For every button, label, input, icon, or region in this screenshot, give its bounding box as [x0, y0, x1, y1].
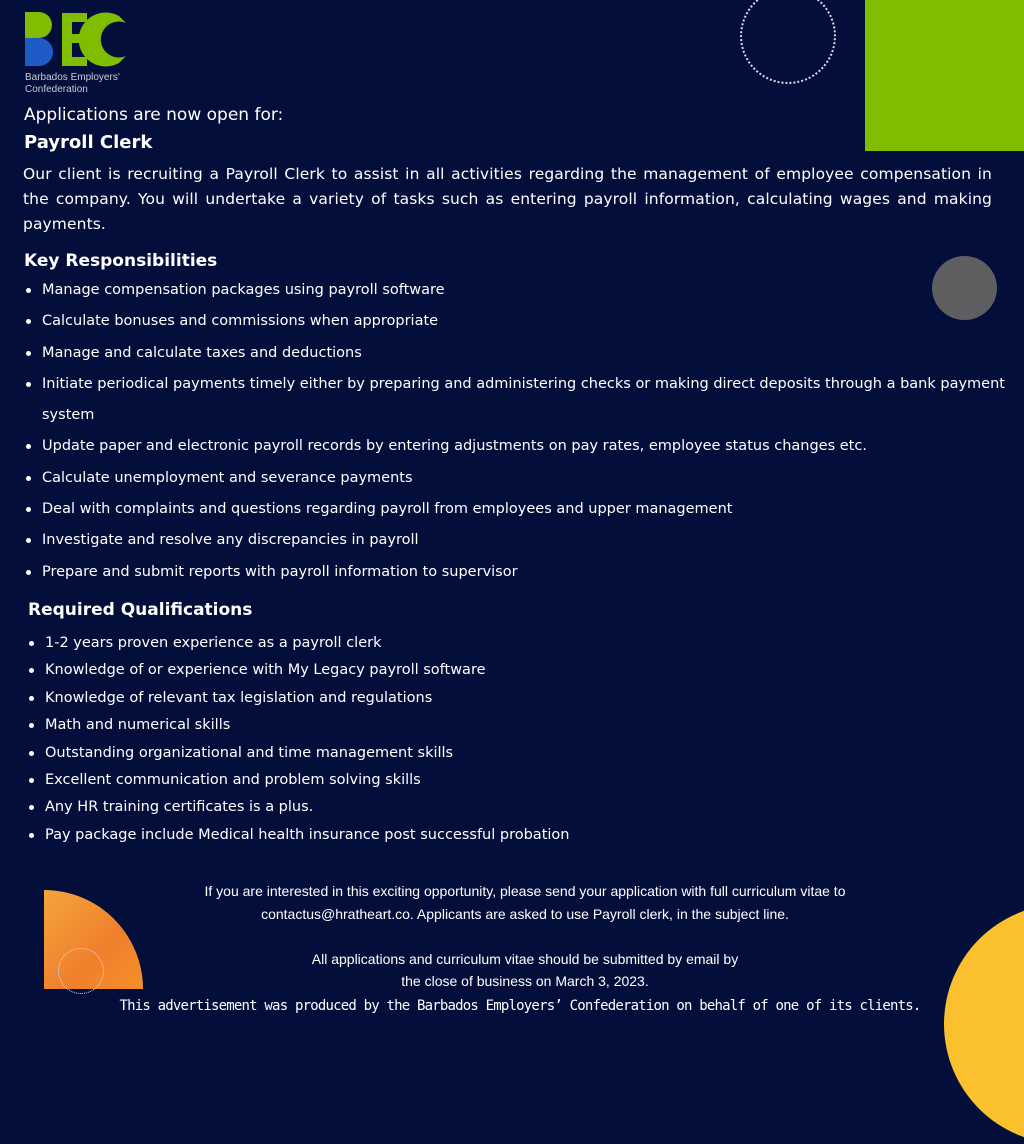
list-item: Excellent communication and problem solving skills [45, 767, 1024, 794]
dotted-circle-decoration [740, 0, 836, 84]
instructions-line-2: contactus@hratheart.co. Applicants are asked to use Payroll clerk, in the subject line. [261, 905, 789, 922]
list-item: Outstanding organizational and time management skills [45, 740, 1024, 767]
list-item: Math and numerical skills [45, 712, 1024, 739]
dotted-circle-decoration-small [58, 948, 104, 994]
logo-caption-line-2: Confederation [25, 84, 88, 95]
list-item: Knowledge of relevant tax legislation and regulations [45, 685, 1024, 712]
list-item: Investigate and resolve any discrepancies in payroll [42, 525, 1024, 556]
logo-caption [25, 72, 165, 96]
qualifications-heading: Required Qualifications [28, 600, 253, 620]
list-item: Initiate periodical payments timely either by preparing and administering checks or making direct deposits through a bank payment system [42, 369, 1024, 432]
list-item: Calculate unemployment and severance payments [42, 463, 1024, 494]
list-item: Manage compensation packages using payroll software [42, 275, 1024, 306]
list-item: Manage and calculate taxes and deductions [42, 338, 1024, 369]
list-item: Knowledge of or experience with My Legacy payroll software [45, 657, 1024, 684]
intro-text: Applications are now open for: [24, 105, 284, 125]
spacer [150, 925, 900, 948]
list-item: Deal with complaints and questions regarding payroll from employees and upper management [42, 494, 1024, 525]
green-corner-rectangle [865, 0, 1024, 151]
list-item: Update paper and electronic payroll records by entering adjustments on pay rates, employee status changes etc. [42, 431, 1024, 462]
application-instructions [150, 880, 900, 993]
qualifications-list [0, 630, 1024, 849]
list-item: Prepare and submit reports with payroll information to supervisor [42, 557, 1024, 588]
responsibilities-list [0, 275, 1024, 588]
list-item: 1-2 years proven experience as a payroll clerk [45, 630, 1024, 657]
job-summary: Our client is recruiting a Payroll Clerk to assist in all activities regarding the management of employee compensation in the company. You will undertake a variety of tasks such as entering payroll information, calculating wages and making payments. [23, 165, 992, 233]
responsibilities-heading: Key Responsibilities [24, 251, 218, 271]
list-item: Any HR training certificates is a plus. [45, 794, 1024, 821]
logo-caption-line-1: Barbados Employers' [25, 72, 120, 83]
deadline-line-1: All applications and curriculum vitae should be submitted by email by [311, 950, 739, 967]
deadline-line-2: the close of business on March 3, 2023. [401, 973, 649, 989]
list-item: Calculate bonuses and commissions when appropriate [42, 306, 1024, 337]
yellow-circle-decoration [944, 904, 1024, 1144]
instructions-line-1: If you are interested in this exciting opportunity, please send your application with full curriculum vitae to [204, 883, 846, 899]
list-item: Pay package include Medical health insurance post successful probation [45, 822, 1024, 849]
advertisement-credit: This advertisement was produced by the Barbados Employers’ Confederation on behalf of one of its clients. [119, 998, 921, 1014]
job-title: Payroll Clerk [24, 132, 153, 153]
